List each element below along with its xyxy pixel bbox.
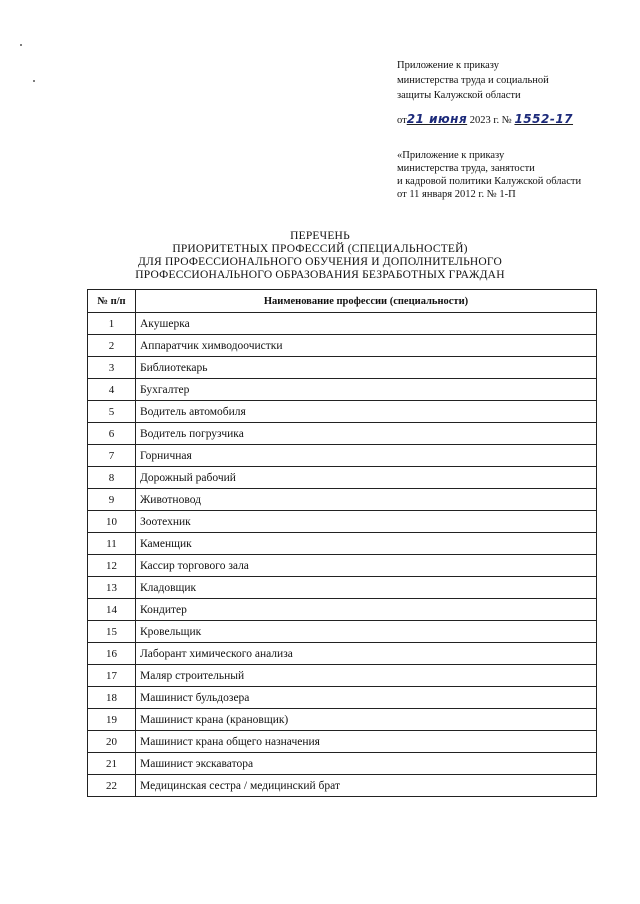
row-number: 8	[88, 467, 136, 489]
header-name: Наименование профессии (специальности)	[136, 290, 597, 313]
table-row	[88, 599, 597, 621]
profession-name: Зоотехник	[136, 511, 597, 533]
profession-name: Кассир торгового зала	[136, 555, 597, 577]
row-number: 10	[88, 511, 136, 533]
row-number: 20	[88, 731, 136, 753]
table-row	[88, 511, 597, 533]
row-number: 14	[88, 599, 136, 621]
order-prefix: от	[397, 115, 407, 126]
row-number: 12	[88, 555, 136, 577]
table-row	[88, 489, 597, 511]
table-row	[88, 753, 597, 775]
profession-name: Горничная	[136, 445, 597, 467]
table-body	[88, 313, 597, 797]
row-number: 9	[88, 489, 136, 511]
table-row	[88, 379, 597, 401]
original-appendix-line: «Приложение к приказу	[397, 150, 505, 161]
row-number: 5	[88, 401, 136, 423]
scan-speck	[20, 44, 22, 46]
table-row	[88, 621, 597, 643]
title-line: ПРОФЕССИОНАЛЬНОГО ОБРАЗОВАНИЯ БЕЗРАБОТНЫХ ГРАЖДАН	[135, 269, 505, 281]
row-number: 7	[88, 445, 136, 467]
title-line: ПРИОРИТЕТНЫХ ПРОФЕССИЙ (СПЕЦИАЛЬНОСТЕЙ)	[172, 243, 468, 255]
profession-name: Животновод	[136, 489, 597, 511]
header-number: № п/п	[88, 290, 136, 313]
profession-name: Кровельщик	[136, 621, 597, 643]
profession-name: Водитель погрузчика	[136, 423, 597, 445]
table-row	[88, 775, 597, 797]
profession-name: Машинист крана (крановщик)	[136, 709, 597, 731]
profession-name: Машинист крана общего назначения	[136, 731, 597, 753]
profession-name: Каменщик	[136, 533, 597, 555]
appendix-line: защиты Калужской области	[397, 90, 521, 101]
row-number: 13	[88, 577, 136, 599]
row-number: 19	[88, 709, 136, 731]
table-row	[88, 401, 597, 423]
handwritten-number: 1552-17	[514, 112, 574, 126]
appendix-header	[397, 58, 627, 103]
original-appendix-line: и кадровой политики Калужской области	[397, 176, 582, 187]
row-number: 21	[88, 753, 136, 775]
row-number: 1	[88, 313, 136, 335]
handwritten-date: 21 июня	[406, 112, 468, 126]
profession-name: Библиотекарь	[136, 357, 597, 379]
table-row	[88, 533, 597, 555]
document-title	[80, 230, 560, 282]
row-number: 22	[88, 775, 136, 797]
table-header-row	[88, 290, 597, 313]
row-number: 11	[88, 533, 136, 555]
table-row	[88, 643, 597, 665]
scan-speck	[33, 80, 35, 82]
row-number: 4	[88, 379, 136, 401]
profession-name: Дорожный рабочий	[136, 467, 597, 489]
profession-name: Лаборант химического анализа	[136, 643, 597, 665]
table-row	[88, 357, 597, 379]
order-date-number	[397, 111, 627, 129]
table-row	[88, 555, 597, 577]
title-line: ДЛЯ ПРОФЕССИОНАЛЬНОГО ОБУЧЕНИЯ И ДОПОЛНИТЕЛЬНОГО	[138, 256, 502, 268]
table-row	[88, 445, 597, 467]
row-number: 17	[88, 665, 136, 687]
table-row	[88, 335, 597, 357]
profession-name: Машинист экскаватора	[136, 753, 597, 775]
row-number: 15	[88, 621, 136, 643]
profession-name: Водитель автомобиля	[136, 401, 597, 423]
original-appendix-header	[397, 149, 632, 201]
appendix-line: министерства труда и социальной	[397, 75, 549, 86]
appendix-line: Приложение к приказу	[397, 60, 499, 71]
table-row	[88, 731, 597, 753]
profession-name: Кондитер	[136, 599, 597, 621]
original-appendix-line: от 11 января 2012 г. № 1-П	[397, 189, 516, 200]
row-number: 18	[88, 687, 136, 709]
table-row	[88, 313, 597, 335]
profession-name: Маляр строительный	[136, 665, 597, 687]
table-row	[88, 665, 597, 687]
table-row	[88, 709, 597, 731]
profession-name: Машинист бульдозера	[136, 687, 597, 709]
table-row	[88, 467, 597, 489]
row-number: 3	[88, 357, 136, 379]
professions-table	[87, 289, 597, 797]
order-year: 2023 г.	[469, 115, 500, 126]
original-appendix-line: министерства труда, занятости	[397, 163, 535, 174]
profession-name: Аппаратчик химводоочистки	[136, 335, 597, 357]
row-number: 16	[88, 643, 136, 665]
table-row	[88, 687, 597, 709]
row-number: 2	[88, 335, 136, 357]
row-number: 6	[88, 423, 136, 445]
profession-name: Кладовщик	[136, 577, 597, 599]
order-number-sign: №	[501, 115, 512, 126]
profession-name: Бухгалтер	[136, 379, 597, 401]
table-row	[88, 423, 597, 445]
table-row	[88, 577, 597, 599]
title-line: ПЕРЕЧЕНЬ	[290, 230, 350, 242]
profession-name: Акушерка	[136, 313, 597, 335]
profession-name: Медицинская сестра / медицинский брат	[136, 775, 597, 797]
